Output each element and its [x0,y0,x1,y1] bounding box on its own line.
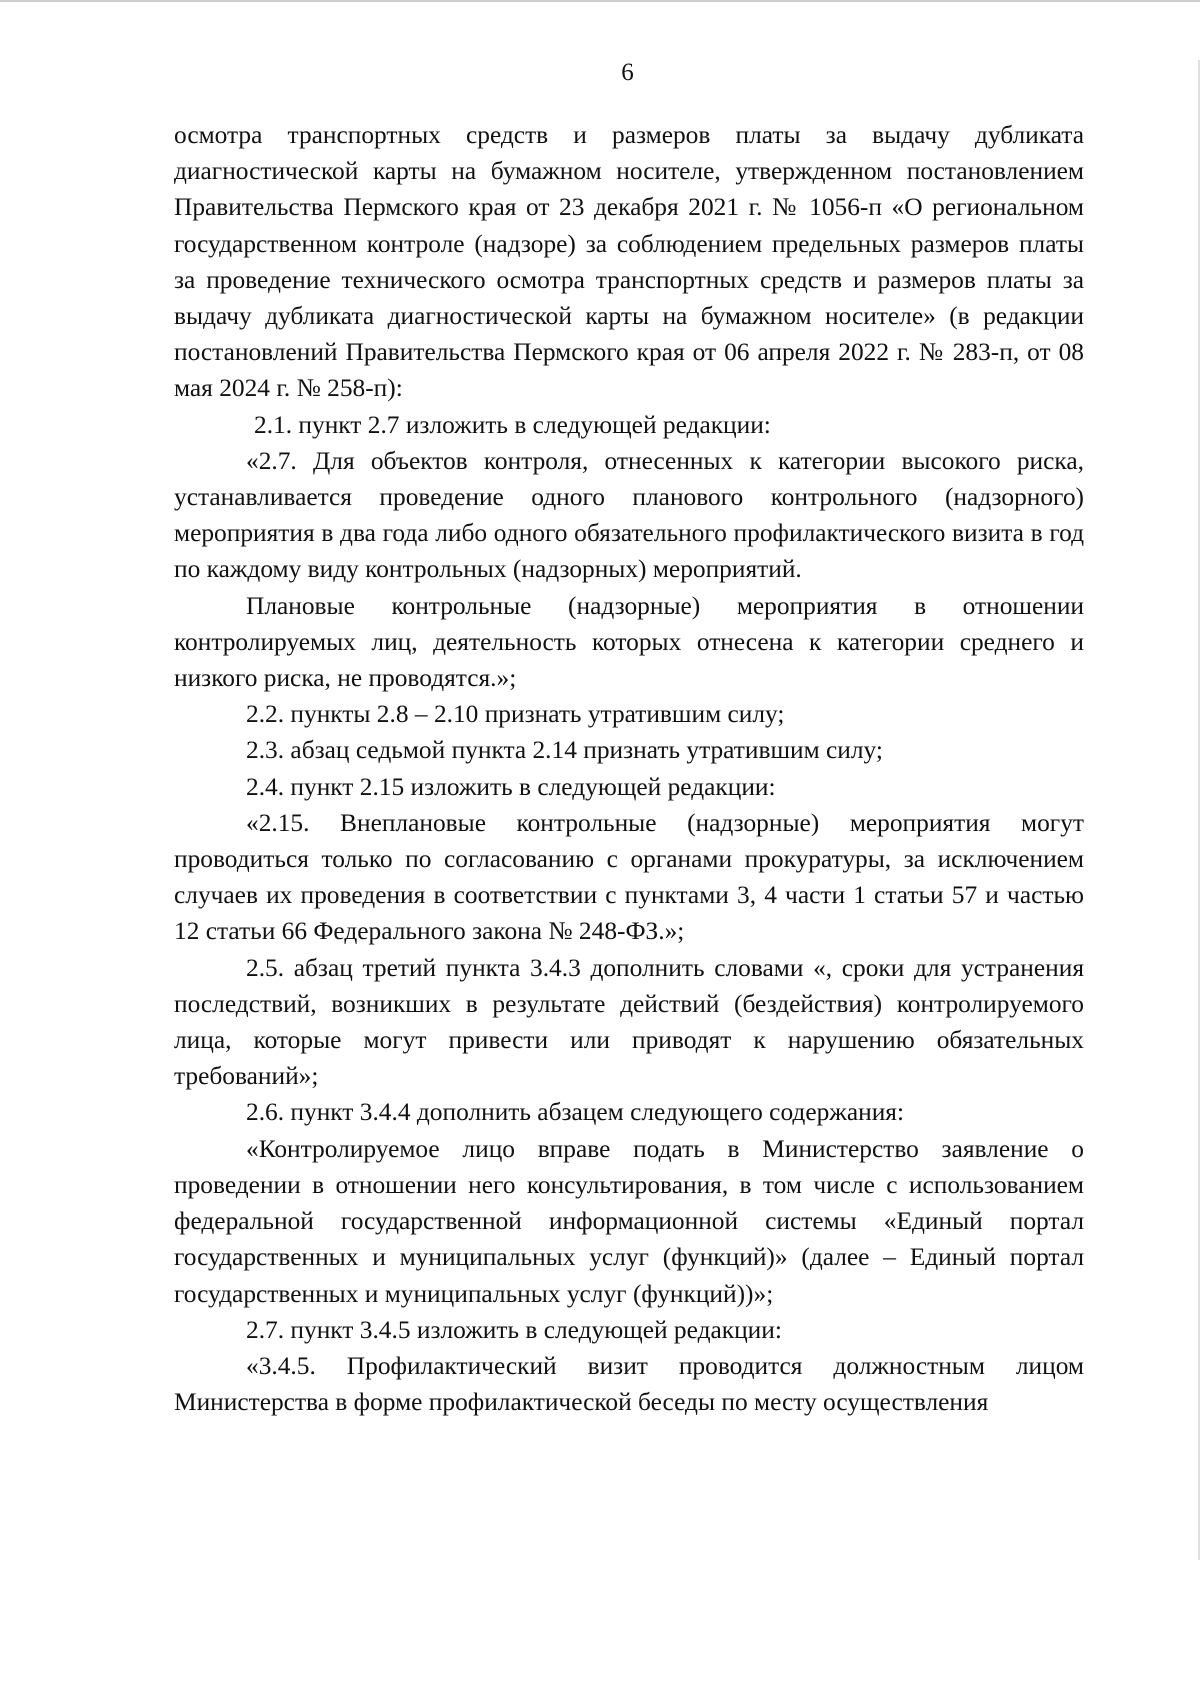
paragraph-consultation-quote: «Контролируемое лицо вправе подать в Министерство заявление о проведении в отношении него консультирования, в том числе с использованием федеральной государственной информационной системы «Единый портал государственных и муниципальных услуг (функций)» (далее – Единый портал государственных и муниципальных услуг (функций))»; [174,1134,1084,1308]
paragraph-2-5: 2.5. абзац третий пункта 3.4.3 дополнить словами «, сроки для устранения последствий, возникших в результате действий (бездействия) контролируемого лица, которые могут привести или приводят к нарушению обязательных требований»; [174,953,1084,1091]
paragraph-2-6: 2.6. пункт 3.4.4 дополнить абзацем следующего содержания: [246,1098,905,1127]
document-body [174,117,1084,1420]
paragraph-intro-continuation: осмотра транспортных средств и размеров платы за выдачу дубликата диагностической карты на бумажном носителе, утвержденном постановлением Правительства Пермского края от 23 декабря 2021 г. № 1056-п «О региональном государственном контроле (надзоре) за соблюдением предельных размеров платы за проведение технического осмотра транспортных средств и размеров платы за выдачу дубликата диагностической карты на бумажном носителе» (в редакции постановлений Правительства Пермского края от 06 апреля 2022 г. № 283-п, от 08 мая 2024 г. № 258-п): [174,121,1084,403]
paragraph-planned-measures: Плановые контрольные (надзорные) мероприятия в отношении контролируемых лиц, деятельность которых отнесена к категории среднего и низкого риска, не проводятся.»; [174,591,1084,693]
scan-edge-top [0,0,1200,2]
page-number: 6 [621,59,634,86]
paragraph-2-4: 2.4. пункт 2.15 изложить в следующей редакции: [246,772,776,801]
paragraph-2-2: 2.2. пункты 2.8 – 2.10 признать утратившим силу; [246,700,785,729]
paragraph-3-4-5-quote: «3.4.5. Профилактический визит проводится должностным лицом Министерства в форме профилактической беседы по месту осуществления [174,1351,1084,1417]
paragraph-2-1: 2.1. пункт 2.7 изложить в следующей редакции: [254,410,771,439]
paragraph-2-7: 2.7. пункт 3.4.5 изложить в следующей редакции: [246,1315,782,1344]
paragraph-2-7-quote: «2.7. Для объектов контроля, отнесенных к категории высокого риска, устанавливается проведение одного планового контрольного (надзорного) мероприятия в два года либо одного обязательного профилактического визита в год по каждому виду контрольных (надзорных) мероприятий. [174,446,1084,584]
paragraph-2-15-quote: «2.15. Внеплановые контрольные (надзорные) мероприятия могут проводиться только по согласованию с органами прокуратуры, за исключением случаев их проведения в соответствии с пунктами 3, 4 части 1 статьи 57 и частью 12 статьи 66 Федерального закона № 248-ФЗ.»; [174,808,1084,946]
paragraph-2-3: 2.3. абзац седьмой пункта 2.14 признать утратившим силу; [246,736,883,765]
